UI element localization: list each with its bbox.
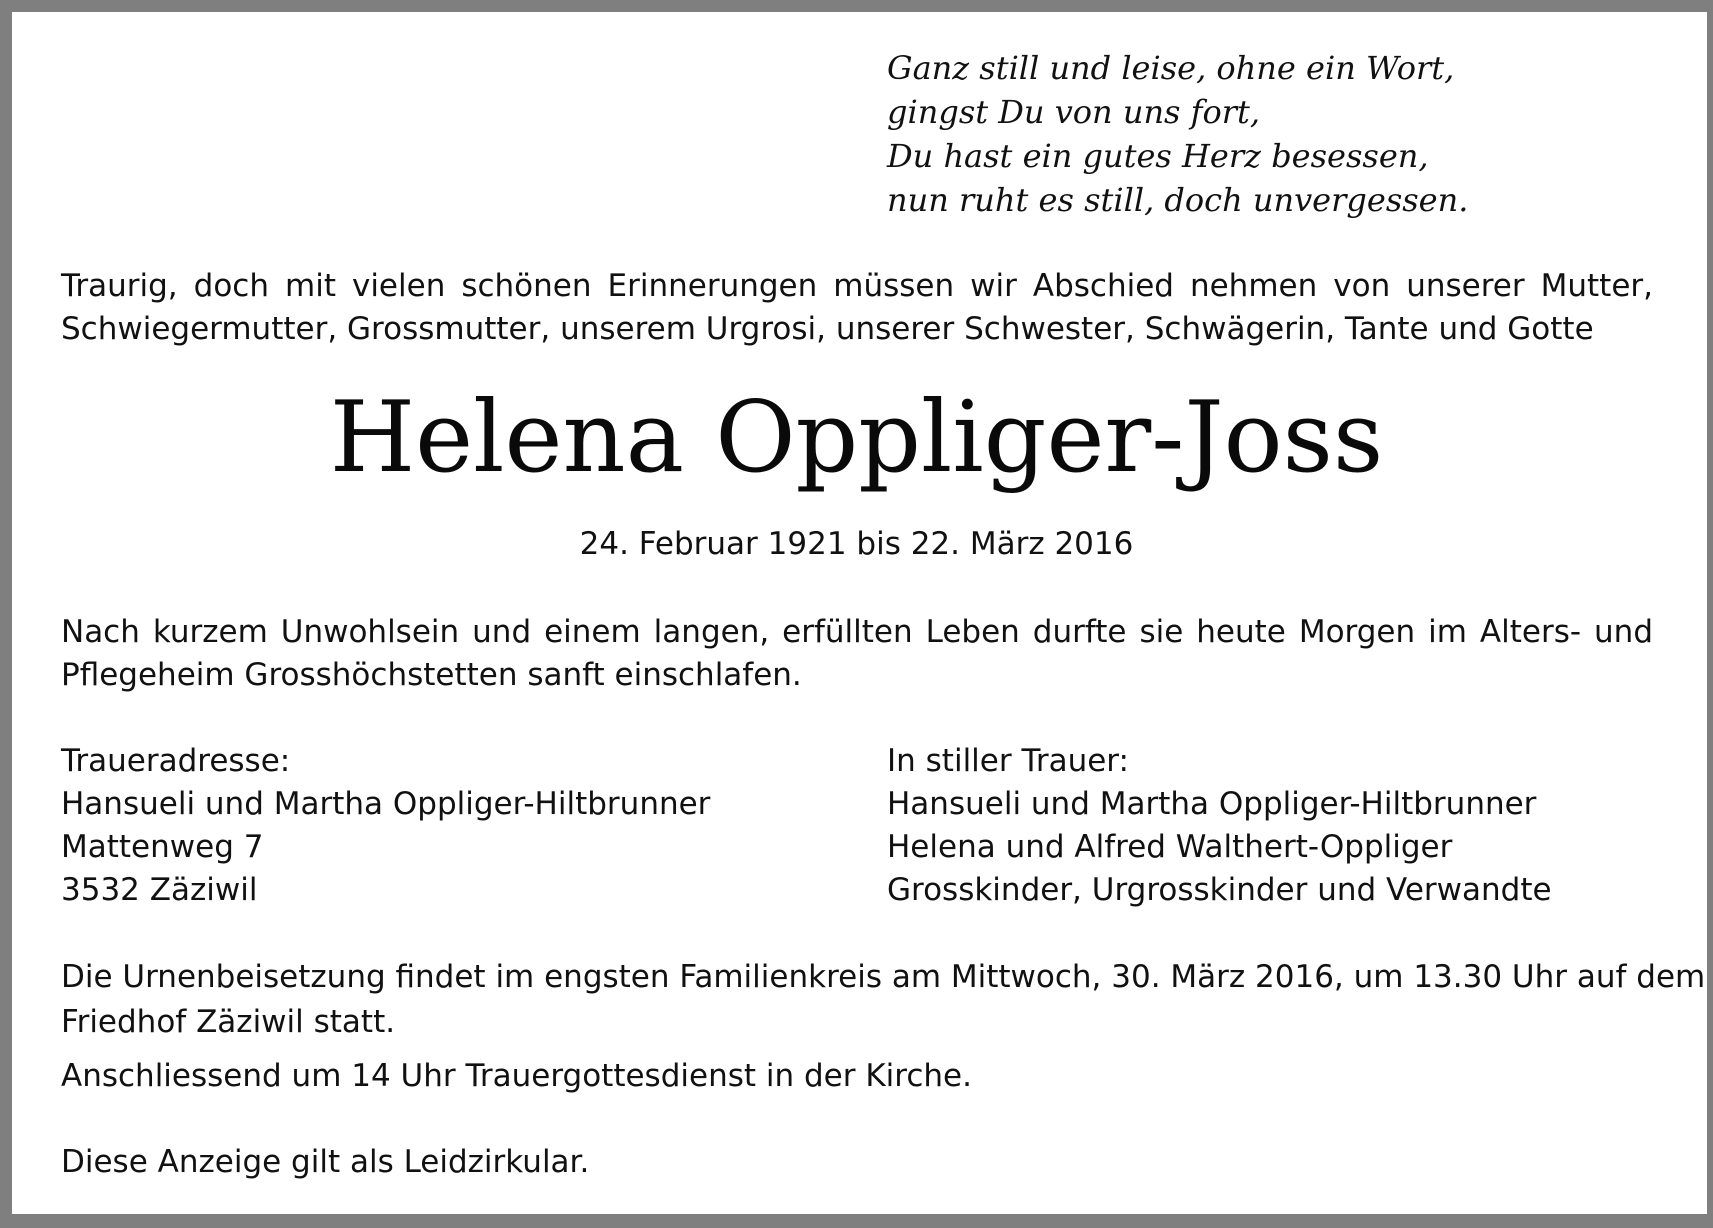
poem: [887, 46, 1468, 222]
intro-paragraph: [61, 265, 1653, 351]
poem-line: Ganz still und leise, ohne ein Wort,: [887, 49, 1455, 87]
intro-line: Schwiegermutter, Grossmutter, unserem Urgrosi, unserer Schwester, Schwägerin, Tante und Gotte: [61, 311, 1594, 347]
mourning-address-name: Hansueli und Martha Oppliger-Hiltbrunner: [61, 786, 711, 822]
funeral-paragraph: [61, 955, 1706, 1045]
passing-line: Pflegeheim Grosshöchstetten sanft einschlafen.: [61, 657, 802, 693]
mourning-address: [61, 740, 710, 912]
circular-notice: Diese Anzeige gilt als Leidzirkular.: [61, 1144, 590, 1180]
life-dates: 24. Februar 1921 bis 22. März 2016: [579, 526, 1134, 562]
service-notice: Anschliessend um 14 Uhr Trauergottesdienst in der Kirche.: [61, 1058, 972, 1094]
intro-line: Traurig, doch mit vielen schönen Erinnerungen müssen wir Abschied nehmen von unserer Mutter,: [61, 268, 1653, 304]
mourners-list: [887, 740, 1552, 912]
mourners-heading: In stiller Trauer:: [887, 743, 1129, 779]
mourning-address-street: Mattenweg 7: [61, 829, 264, 865]
mourning-address-city: 3532 Zäziwil: [61, 872, 258, 908]
mourner-line: Hansueli und Martha Oppliger-Hiltbrunner: [887, 786, 1537, 822]
mourner-line: Grosskinder, Urgrosskinder und Verwandte: [887, 872, 1552, 908]
funeral-line: Friedhof Zäziwil statt.: [61, 1004, 396, 1040]
deceased-name: Helena Oppliger-Joss: [329, 381, 1384, 495]
mourning-address-heading: Traueradresse:: [61, 743, 291, 779]
poem-line: nun ruht es still, doch unvergessen.: [887, 181, 1469, 219]
poem-line: Du hast ein gutes Herz besessen,: [887, 137, 1429, 175]
passing-line: Nach kurzem Unwohlsein und einem langen, erfüllten Leben durfte sie heute Morgen im Alters- und: [61, 614, 1653, 650]
funeral-line: Die Urnenbeisetzung findet im engsten Familienkreis am Mittwoch, 30. März 2016, um 13.30 Uhr auf dem: [61, 959, 1706, 995]
passing-paragraph: [61, 611, 1653, 697]
mourner-line: Helena und Alfred Walthert-Oppliger: [887, 829, 1453, 865]
poem-line: gingst Du von uns fort,: [887, 93, 1261, 131]
